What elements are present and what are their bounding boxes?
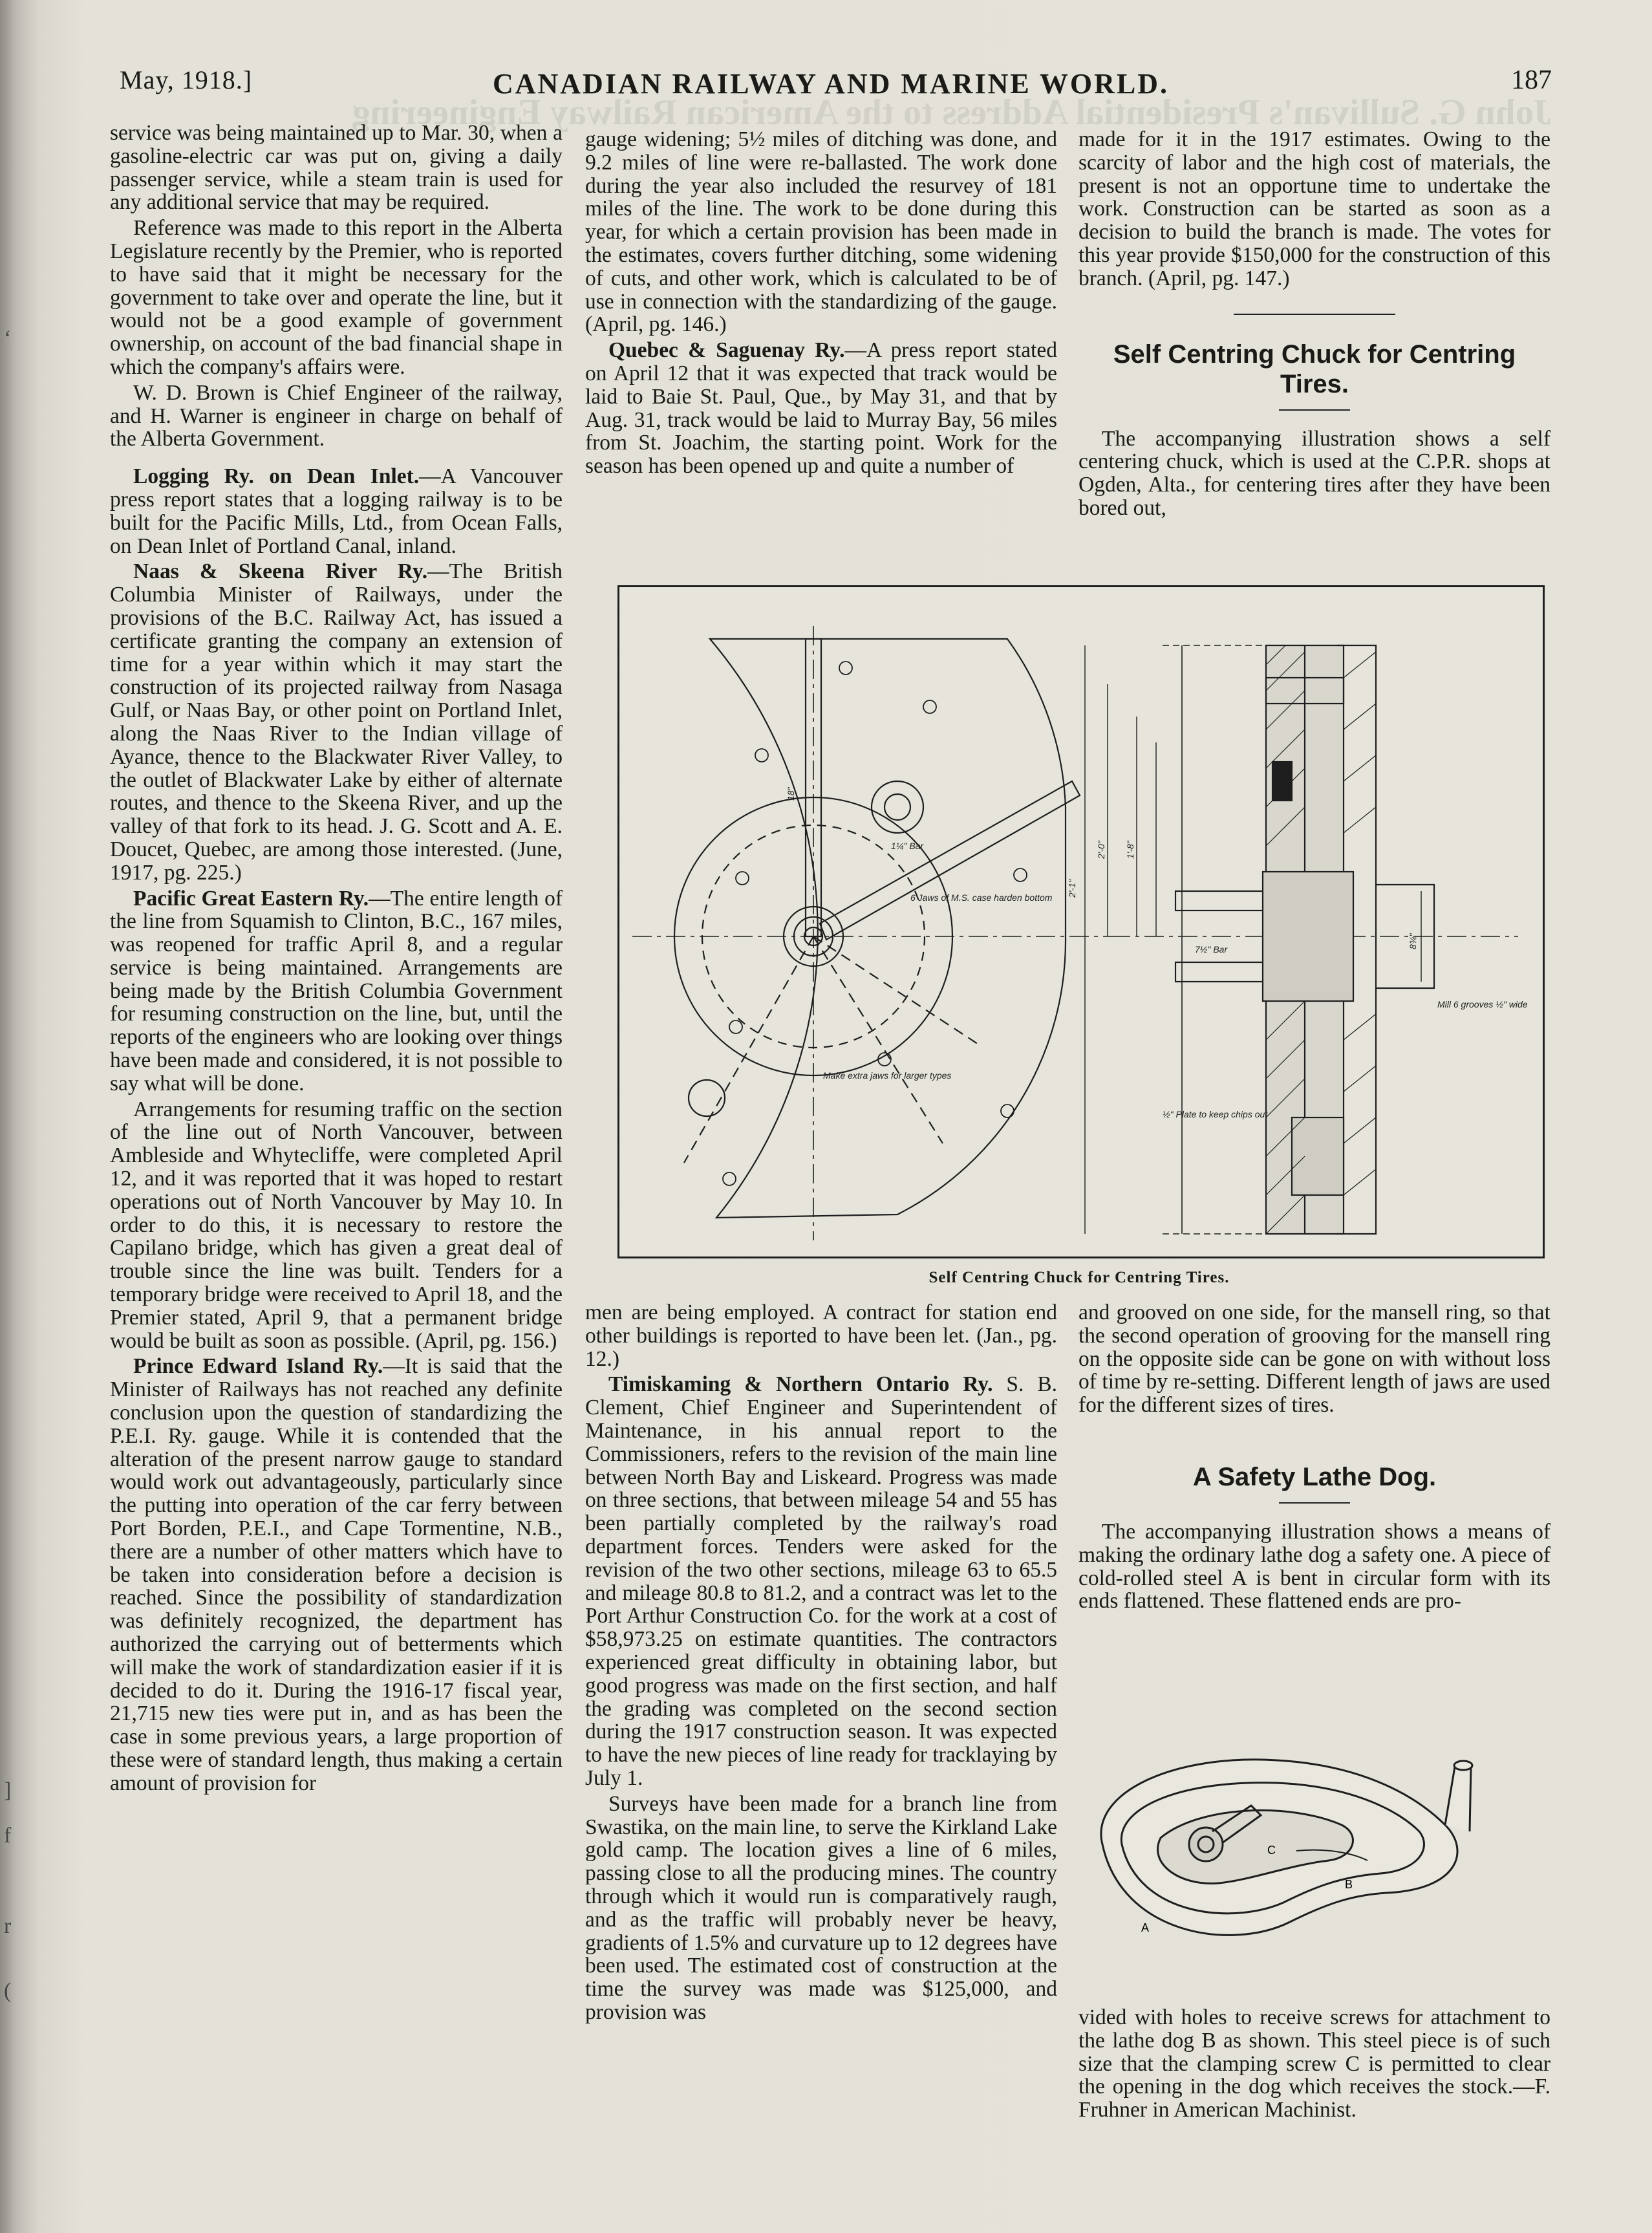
article-title: Self Centring Chuck for Centring Tires. [1113,340,1516,398]
dim-label: 2'-0" [1096,841,1106,859]
set-screw [1272,762,1292,801]
column-middle-bottom [585,1301,1057,2027]
gutter-mark: f [4,1824,12,1848]
column-middle-top [585,128,1057,480]
dim-label: 2'-1" [1067,879,1077,898]
gutter-mark: r [4,1914,12,1938]
paragraph: men are being employed. A contract for station end other buildings is reported to have been let. (Jan., pg. 12.) [585,1300,1057,1371]
journal-title: CANADIAN RAILWAY AND MARINE WORLD. [492,68,1170,100]
paragraph: service was being maintained up to Mar. 30, when a gasoline-electric car was put on, giving a daily passenger service, while a steam train is used for any additional service that may be required. [110,121,563,215]
column-right-bottom [1078,1301,1550,1615]
chuck-drawing [617,585,1545,1258]
running-header [110,59,1552,105]
article-intro: The accompanying illustration shows a self centering chuck, which is used at the C.P.R. shops at Ogden, Alta., for centering tires after they have been bored out, [1078,426,1550,520]
chuck-outline [710,639,1066,1218]
paragraph: Arrangements for resuming traffic on the section of the line out of North Vancouver, between Ambleside and Whytecliffe, were completed April 12, and it was reported that it was hoped to restart operations out of North Vancouver by May 10. In order to do this, it is necessary to restore the Capilano bridge, which has given a great deal of trouble since the line was built. Tenders for a temporary bridge were received to April 18, and the Premier stated, April 9, that a permanent bridge would be built as soon as possible. (April, pg. 156.) [110,1097,563,1353]
paragraph: vided with holes to receive screws for attachment to the lathe dog B as shown. This steel piece is of such size that the clamping screw C is permitted to clear the opening in the dog which receives the stock.—F. Fruhner in American Machinist. [1078,2005,1550,2122]
news-item-text: —The British Columbia Minister of Railways, under the provisions of the B.C. Railway Act, has issued a certificate granting the company an extension of time for a year within which it may start the construction of its projected railway from Nasaga Gulf, or Naas Bay, or other point on Portland Inlet, along the Naas River to the Indian village of Ayance, thence to the Blackwater River Valley, to the outlet of Blackwater Lake by either of alternate routes, and thence to the Skeena River, and up the valley of that fork to its head. J. G. Scott and A. E. Doucet, Quebec, are among those interested. (June, 1917, pg. 225.) [110,559,563,885]
dim-label: 18" [786,787,796,801]
paragraph: made for it in the 1917 estimates. Owing to the scarcity of labor and the high cost of materials, the present is not an opportune time to undertake the work. Construction can be started as soon as a decision to build the branch is made. The votes for this year provide $150,000 for the construction of this branch. (April, pg. 147.) [1078,127,1550,290]
section-divider [1234,314,1395,315]
label-A: A [1141,1921,1150,1934]
label-mill-grooves: Mill 6 grooves ½" wide [1437,999,1528,1009]
title-rule [1279,1502,1350,1504]
article-intro: The accompanying illustration shows a means of making the ordinary lathe dog a safety one. A piece of cold-rolled steel A is bent in circular form with its ends flattened. These flattened ends are pro- [1078,1519,1550,1613]
run-in-heading: Naas & Skeena River Ry. [133,559,428,584]
clamp-screw-C [1189,1828,1223,1861]
news-item-text: —The entire length of the line from Squamish to Clinton, B.C., 167 miles, was reopened for traffic April 8, and a regular service is being maintained. Arrangements are being made by the British Columbia Government for resuming construction on the line, but, until the reports of the engineers who are looking over things have been made and considered, it is not possible to say what will be done. [110,886,563,1095]
news-item-text: —A press report stated on April 12 that it was expected that track would be laid to Baie St. Paul, Que., by May 31, and that by Aug. 31, track would be laid to Murray Bay, 56 miles from St. Joachim, the starting point. Work for the season has been opened up and quite a number of [585,338,1057,479]
run-in-heading: Logging Ry. on Dean Inlet. [133,464,420,489]
label-jaws: 6 Jaws of M.S. case harden bottom [910,892,1053,903]
issue-date: May, 1918.] [120,65,253,94]
news-item-text: S. B. Clement, Chief Engineer and Superintendent of Maintenance, in his annual report to the Commissioners, refers to the revision of the main line between North Bay and Liskeard. Progress was made on three sections, that between mileage 54 and 55 has been partially completed by the railway's road department forces. Tenders were asked for the revision of the two other sections, mileage 63 to 65.5 and mileage 80.8 to 81.2, and a contract was let to the Port Arthur Construction Co. for the work at a cost of $58,973.25 on estimate quantities. The contractors experienced great difficulty in obtaining labor, but good progress was made on the first section, and half the grading was completed on the second section during the 1917 construction season. It was expected to have the new pieces of line ready for tracklaying by July 1. [585,1372,1057,1790]
news-item [110,887,563,1095]
figure-caption: Self Centring Chuck for Centring Tires. [928,1269,1230,1286]
dim-label: 1¼" Bar [891,841,924,851]
lathe-dog-svg [1083,1728,1549,1987]
bleed-through-text: John G. Sullivan's Presidential Address to the American Railway Engineering [352,92,1552,133]
column-left [110,122,563,1798]
news-item [585,339,1057,478]
paragraph: W. D. Brown is Chief Engineer of the railway, and H. Warner is engineer in charge on behalf of the Alberta Government. [110,380,563,451]
side-boss [689,1080,725,1116]
article-title: A Safety Lathe Dog. [1192,1462,1437,1491]
news-item [110,560,563,884]
gear-hub [885,794,910,820]
run-in-heading: Timiskaming & Northern Ontario Ry. [608,1372,993,1397]
gutter-mark: ‘ [4,327,12,351]
title-rule [1279,409,1350,411]
run-in-heading: Pacific Great Eastern Ry. [133,886,369,911]
column-right-top [1078,128,1550,523]
label-B: B [1345,1878,1353,1891]
paragraph: and grooved on one side, for the mansell ring, so that the second operation of grooving for the mansell ring on the opposite side can be gone on with without loss of time by re-setting. Different length of jaws are used for the different sizes of tires. [1078,1300,1550,1418]
column-right-final [1078,2006,1550,2124]
page-number: 187 [1511,65,1552,95]
run-in-heading: Quebec & Saguenay Ry. [608,338,845,363]
paragraph: Reference was made to this report in the Alberta Legislature recently by the Premier, who is reported to have said that it might be necessary for the government to take over and operate the line, but it would not be a good example of government ownership, on account of the bad financial shape in which the company's affairs were. [110,216,563,379]
label-C: C [1267,1844,1276,1857]
gutter-mark: ] [4,1778,12,1802]
news-item [585,1373,1057,1789]
paragraph: Surveys have been made for a branch line from Swastika, on the main line, to serve the Kirkland Lake gold camp. The location gives a line of 6 miles, passing close to all the producing mines. The country through which it would run is comparatively raugh, and as the traffic will probably never be heavy, gradients of 1.5% and curvature up to 12 degrees have been used. The estimated cost of construction at the time the survey was made was $125,000, and provision was [585,1791,1057,2024]
dim-label: 7½" Bar [1195,944,1228,955]
lathe-dog-illustration [1083,1728,1549,1987]
bottom-clamp [1292,1117,1344,1195]
dim-label: 8¾" [1408,933,1418,949]
label-extra-jaws: Make extra jaws for larger types [823,1070,952,1081]
tail-pin [1445,1765,1471,1831]
paragraph: gauge widening; 5½ miles of ditching was done, and 9.2 miles of line were re-ballasted. The work done during the year also included the resurvey of 181 miles of the line. The work to be done during this year, for which a certain provision has been made in the estimates, covers further ditching, some widening of cuts, and other work, which is calculated to be of use in connection with the standardizing of the gauge. (April, pg. 146.) [585,127,1057,337]
label-plate: ½" Plate to keep chips out [1163,1109,1268,1119]
run-in-heading: Prince Edward Island Ry. [133,1354,383,1379]
news-item [110,465,563,557]
spindle-hub [1263,872,1353,1001]
news-item [110,1355,563,1795]
news-item-text: —It is said that the Minister of Railways has not reached any definite conclusion upon the question of standardizing the P.E.I. Ry. gauge. While it is contended that the alteration of the present narrow gauge to standard would work out advantageously, particularly since the putting into operation of the car ferry between Port Borden, P.E.I., and Cape Tormentine, N.B., there are a number of other matters which have to be taken into consideration before a decision is reached. Since the possibility of standardization was definitely recognized, the department has authorized the carrying out of betterments which will make the work of standardization easier if it is decided to do it. During the 1916-17 fiscal year, 21,715 new ties were put in, and as has been the case in some previous years, a large proportion of these were of standard length, thus making a certain amount of provision for [110,1354,563,1795]
gutter-mark: ( [4,1979,12,2003]
chuck-drawing-svg [619,587,1543,1257]
dim-label: 1'-8" [1125,841,1135,859]
news-item-text: —A Vancouver press report states that a logging railway is to be built for the Pacific Mills, Ltd., from Ocean Falls, on Dean Inlet of Portland Canal, inland. [110,464,563,558]
